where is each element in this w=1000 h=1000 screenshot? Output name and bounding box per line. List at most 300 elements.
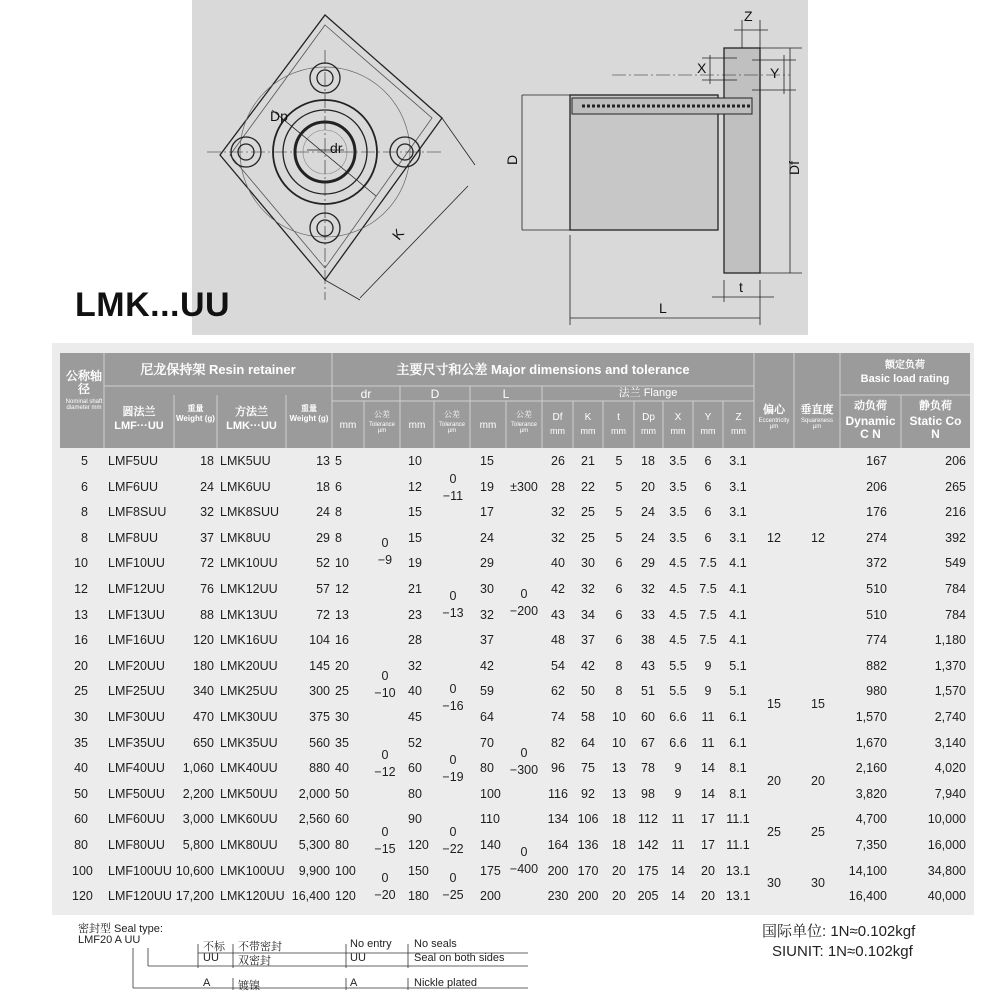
header-D: D [430,387,440,401]
header-dr-mm: mm [339,420,357,431]
cell-Dp: 98 [641,786,655,801]
header-weight1-en: Weight (g) [176,414,215,423]
cell-L: 80 [480,761,494,776]
tolerance-L: −300 [509,762,539,777]
header-major: 主要尺寸和公差 Major dimensions and tolerance [396,362,690,377]
cell-Dp: 20 [641,479,655,494]
seal-code-cn: UU [203,952,219,964]
cell-D: 90 [408,812,422,827]
cell-round-model: LMF35UU [108,735,165,750]
cell-round-weight: 2,200 [182,786,214,801]
cell-static: 549 [945,556,966,571]
header-Df: Df [552,412,563,423]
tolerance-dr: 0 [381,748,389,763]
squareness-value: 25 [811,825,825,840]
cell-K: 32 [581,582,595,596]
cell-Z: 13.1 [725,889,751,904]
cell-L: 140 [480,838,501,852]
unit-line-cn: 国际单位: 1N≈0.102kgf [762,923,916,940]
y-label: Y [770,65,780,81]
cell-Df: 42 [551,582,565,596]
cell-square-weight: 16,400 [291,889,330,904]
tolerance-D: 0 [449,824,457,839]
cell-K: 200 [577,889,599,904]
header-ecc-cn: 偏心 [763,404,785,416]
cell-Df: 28 [551,479,565,494]
cell-square-model: LMK20UU [220,658,278,673]
cell-X: 4.5 [669,582,687,596]
cell-t: 10 [612,735,626,750]
cell-square-model: LMK60UU [220,812,278,827]
cell-static: 784 [945,607,966,622]
cell-X: 14 [671,889,685,904]
cell-round-model: LMF5UU [108,454,159,468]
cell-Z: 4.1 [729,556,747,571]
seal-title: 密封型 Seal type: [78,923,163,935]
cell-Dp: 51 [641,684,655,699]
header-shaft-cn: 公称轴径 [66,369,103,396]
cell-square-model: LMK80UU [220,838,278,852]
cell-L: 42 [480,658,494,673]
cell-L: 17 [480,505,494,520]
cell-square-model: LMK8UU [220,530,271,545]
cell-dr: 120 [335,889,356,904]
header-Dp-mm: mm [641,426,656,436]
cell-K: 50 [581,684,595,699]
tolerance-dr: 0 [381,870,389,885]
cell-t: 13 [612,786,626,801]
eccentricity-value: 20 [767,774,781,788]
header-round-cn: 圆法兰 [122,406,156,418]
cell-Dp: 205 [637,889,659,904]
cell-square-weight: 52 [316,556,330,571]
cell-K: 106 [577,812,599,827]
cell-dynamic: 4,700 [855,812,887,827]
squareness-value: 20 [811,774,825,788]
header-dr: dr [360,387,372,401]
cell-round-weight: 10,600 [175,863,214,878]
cell-round-model: LMF6UU [108,479,159,494]
cell-static: 1,180 [934,633,966,648]
cell-square-weight: 29 [316,530,330,545]
cell-Dp: 32 [641,582,655,596]
header-Z-mm: mm [731,426,746,436]
cell-square-weight: 57 [316,582,330,596]
cell-dr: 100 [335,863,356,878]
cell-K: 92 [581,786,595,801]
cell-shaft: 20 [74,658,88,673]
tolerance-dr: −20 [374,887,396,902]
cell-dynamic: 167 [866,454,887,468]
cell-square-model: LMK8SUU [220,505,280,520]
cell-square-weight: 9,900 [298,863,330,878]
tolerance-D: 0 [449,589,457,604]
cell-shaft: 13 [74,607,88,622]
cell-t: 5 [615,530,623,545]
cell-dr: 30 [335,710,349,724]
cell-Dp: 142 [637,838,659,852]
cell-square-model: LMK12UU [220,582,278,596]
cell-static: 10,000 [927,812,966,827]
z-label: Z [744,8,753,24]
cell-Df: 32 [551,505,565,520]
tolerance-D: 0 [449,681,457,696]
cell-dynamic: 176 [866,505,887,520]
cell-X: 6.6 [669,710,687,724]
cell-round-weight: 5,800 [182,838,214,852]
header-sq-en: Squareness μm [800,418,834,431]
cell-square-model: LMK13UU [220,607,278,622]
cell-L: 70 [480,735,494,750]
cell-t: 5 [615,479,623,494]
squareness-value: 12 [811,530,825,545]
cell-D: 45 [408,710,422,724]
cell-K: 136 [577,838,599,852]
cell-square-model: LMK30UU [220,710,278,724]
cell-X: 6.6 [669,735,687,750]
cell-t: 5 [615,505,623,520]
cell-D: 15 [408,505,422,520]
tolerance-L: ±300 [510,479,538,494]
cell-Z: 8.1 [729,786,747,801]
cell-L: 100 [480,786,501,801]
cell-dynamic: 274 [866,530,887,545]
header-dynamic-cn: 动负荷 [854,400,887,412]
cell-dr: 60 [335,812,349,827]
cell-K: 30 [581,556,595,571]
cell-Y: 11 [701,735,715,750]
cell-Df: 82 [551,735,565,750]
tolerance-D: −13 [442,606,464,621]
header-K-mm: mm [580,426,596,436]
cell-shaft: 6 [81,479,88,494]
cell-dynamic: 2,160 [855,761,887,776]
cell-static: 2,740 [934,710,966,724]
cell-square-weight: 2,560 [298,812,330,827]
cell-K: 58 [581,710,595,724]
cell-round-model: LMF40UU [108,761,165,776]
header-round-en: LMF···UU [114,420,164,432]
df-label: Df [786,161,802,175]
tolerance-D: −19 [442,770,464,785]
cell-D: 12 [408,479,422,494]
cell-round-model: LMF8UU [108,530,159,545]
cell-dr: 8 [335,505,342,520]
cell-square-model: LMK35UU [220,735,278,750]
cell-t: 20 [612,863,626,878]
seal-type-legend [78,918,678,1000]
cell-D: 180 [408,889,429,904]
cell-Z: 4.1 [729,633,747,648]
tolerance-dr: −15 [374,841,396,856]
header-L: L [502,387,510,401]
cell-X: 5.5 [669,658,687,673]
cell-dr: 8 [335,530,342,545]
cell-D: 40 [408,684,422,699]
tolerance-dr: −10 [374,685,396,700]
cell-t: 6 [615,582,623,596]
dr-label: dr [330,140,343,156]
cell-static: 3,140 [934,735,966,750]
cell-Dp: 38 [641,633,655,648]
technical-drawing [192,0,808,335]
cell-dynamic: 1,570 [855,710,887,724]
cell-round-model: LMF30UU [108,710,165,724]
cell-square-model: LMK40UU [220,761,278,776]
cell-D: 150 [408,863,429,878]
cell-round-model: LMF60UU [108,812,165,827]
cell-shaft: 120 [72,889,93,904]
cell-Dp: 24 [641,530,655,545]
cell-L: 200 [480,889,501,904]
header-Y: Y [704,412,712,423]
cell-Dp: 33 [641,607,655,622]
cell-Z: 11.1 [726,838,750,852]
cell-dr: 12 [335,582,349,596]
cell-round-weight: 37 [200,530,214,545]
cell-round-model: LMF16UU [108,633,165,648]
header-weight1-cn: 重量 [187,404,204,413]
cell-round-weight: 88 [200,607,214,622]
cell-t: 18 [612,812,626,827]
seal-desc-en: Nickle plated [414,977,477,989]
eccentricity-value: 30 [767,876,781,891]
unit-line-en: SIUNIT: 1N≈0.102kgf [772,943,913,960]
header-dr-tol-en: Tolerance μm [368,422,395,435]
cell-square-model: LMK5UU [220,454,271,468]
header-shaft-en: Nominal shaft diameter mm [65,399,103,412]
cell-shaft: 16 [74,633,88,648]
cell-round-model: LMF120UU [108,889,172,904]
seal-desc-cn: 双密封 [238,955,271,967]
cell-round-model: LMF20UU [108,658,165,673]
header-D-mm: mm [408,420,426,431]
cell-Y: 14 [701,786,715,801]
header-load-cn: 额定负荷 [885,360,925,371]
cell-X: 4.5 [669,556,687,571]
cell-shaft: 50 [74,786,88,801]
cell-shaft: 5 [81,454,88,468]
cell-dr: 25 [335,684,349,699]
header-L-tol-en: Tolerance μm [510,422,537,435]
cell-dynamic: 510 [866,582,887,596]
cell-Y: 9 [704,658,712,673]
cell-dr: 50 [335,786,349,801]
header-static-en: Static Co N [909,414,962,441]
cell-static: 34,800 [927,863,966,878]
cell-static: 40,000 [927,889,966,904]
cell-round-weight: 18 [200,454,214,468]
cell-X: 11 [671,812,685,827]
seal-example: LMF20 A UU [78,934,141,946]
cell-round-model: LMF13UU [108,607,165,622]
tolerance-dr: −12 [374,765,396,780]
seal-code-cn: A [203,977,211,989]
cell-t: 18 [612,838,626,852]
d-label: D [504,154,520,165]
cell-round-weight: 340 [193,684,214,699]
cell-D: 52 [408,735,422,750]
cell-X: 3.5 [669,530,687,545]
tolerance-L: 0 [520,586,528,601]
cell-dr: 40 [335,761,349,776]
header-t-mm: mm [611,426,626,436]
cell-shaft: 35 [74,735,88,750]
dp-label: Dp [270,108,288,124]
cell-Dp: 18 [641,454,655,468]
t-label: t [739,279,743,295]
cell-L: 59 [480,684,494,699]
cell-Dp: 24 [641,505,655,520]
header-t: t [617,412,620,423]
cell-Y: 11 [701,710,715,724]
cell-shaft: 12 [74,582,88,596]
header-Df-mm: mm [550,426,565,436]
cell-X: 9 [674,761,682,776]
seal-desc-en: Seal on both sides [414,952,505,964]
cell-L: 29 [480,556,494,571]
cell-Z: 13.1 [725,863,751,878]
cell-Y: 6 [704,530,712,545]
cell-Dp: 60 [641,710,655,724]
cell-dr: 20 [335,658,349,673]
cell-square-weight: 375 [309,710,330,724]
cell-K: 25 [581,530,595,545]
cell-Dp: 112 [638,812,658,827]
cell-Df: 116 [548,786,568,801]
cell-shaft: 30 [74,710,88,724]
cell-static: 7,940 [934,786,966,801]
cell-Df: 26 [551,454,565,468]
cell-t: 13 [612,761,626,776]
cell-Z: 3.1 [729,479,747,494]
cell-t: 8 [615,658,623,673]
cell-Y: 17 [701,838,715,852]
cell-square-weight: 880 [309,761,330,776]
cell-Y: 6 [704,479,712,494]
cell-K: 25 [581,505,595,520]
cell-L: 30 [480,582,494,596]
cell-L: 19 [480,479,494,494]
cell-shaft: 40 [74,761,88,776]
cell-dynamic: 980 [866,684,887,699]
cell-t: 10 [612,710,626,724]
cell-square-model: LMK10UU [220,556,278,571]
cell-round-model: LMF25UU [108,684,165,699]
unit-note [762,920,992,970]
cell-K: 42 [581,658,595,673]
cell-round-model: LMF12UU [108,582,165,596]
seal-desc-cn: 不带密封 [238,941,282,953]
cell-D: 15 [408,530,422,545]
cell-X: 3.5 [669,454,687,468]
cell-K: 22 [581,479,595,494]
cell-square-weight: 72 [316,607,330,622]
cell-dr: 5 [335,454,342,468]
cell-K: 75 [581,761,595,776]
cell-t: 5 [615,454,623,468]
cell-Dp: 175 [637,863,659,878]
tolerance-L: −200 [509,603,539,618]
cell-round-weight: 32 [200,505,214,520]
cell-X: 3.5 [669,479,687,494]
squareness-value: 30 [811,876,825,891]
product-title: LMK...UU [75,286,231,324]
cell-static: 392 [945,530,966,545]
eccentricity-value: 25 [767,825,781,840]
cell-K: 170 [577,863,599,878]
cell-Z: 8.1 [729,761,747,776]
cell-X: 4.5 [669,633,687,648]
cell-Y: 20 [701,889,715,904]
cell-static: 4,020 [934,761,966,776]
tolerance-L: 0 [520,845,528,860]
header-L-mm: mm [479,420,497,431]
x-label: X [697,60,707,76]
cell-Y: 14 [701,761,715,776]
tolerance-D: −11 [442,488,464,503]
cell-Dp: 78 [641,761,655,776]
cell-static: 16,000 [927,838,966,852]
cell-shaft: 100 [72,863,93,878]
cell-square-model: LMK120UU [220,889,285,904]
cell-X: 3.5 [669,505,687,520]
header-X-mm: mm [670,426,686,436]
cell-Df: 54 [551,658,565,673]
cell-square-weight: 145 [309,658,330,673]
cell-dynamic: 7,350 [855,838,887,852]
cell-L: 15 [480,454,494,468]
cell-Y: 7.5 [699,633,717,648]
cell-Y: 17 [701,812,715,827]
cell-static: 784 [945,582,966,596]
header-flange: 法兰 Flange [618,387,678,399]
cell-K: 34 [581,607,595,622]
seal-desc-cn: 镀镍 [238,980,260,992]
seal-desc-en: No seals [414,938,457,950]
cell-shaft: 80 [74,838,88,852]
cell-dr: 16 [335,633,349,648]
cell-Df: 74 [551,710,565,724]
header-X: X [674,412,682,423]
cell-square-model: LMK16UU [220,633,278,648]
l-label: L [659,300,667,316]
header-ecc-en: Eccentricity μm [758,418,790,431]
cell-Df: 96 [551,761,565,776]
squareness-value: 15 [811,697,825,712]
cell-static: 216 [945,505,966,520]
cell-D: 21 [408,582,422,596]
cell-square-weight: 104 [309,633,330,648]
cell-Df: 230 [547,889,569,904]
cell-X: 14 [671,863,685,878]
cell-Y: 7.5 [699,607,717,622]
cell-Df: 164 [547,838,569,852]
cell-Df: 200 [547,863,569,878]
cell-Y: 7.5 [699,556,717,571]
cell-Df: 43 [551,607,565,622]
cell-dynamic: 882 [866,658,887,673]
cell-dynamic: 206 [866,479,887,494]
cell-shaft: 8 [81,530,88,545]
cell-dr: 10 [335,556,349,571]
tolerance-D: −25 [442,887,464,902]
cell-Y: 20 [701,863,715,878]
eccentricity-value: 15 [767,697,781,712]
cell-Z: 11.1 [726,812,750,827]
cell-dr: 13 [335,607,349,622]
cell-Z: 3.1 [729,505,747,520]
